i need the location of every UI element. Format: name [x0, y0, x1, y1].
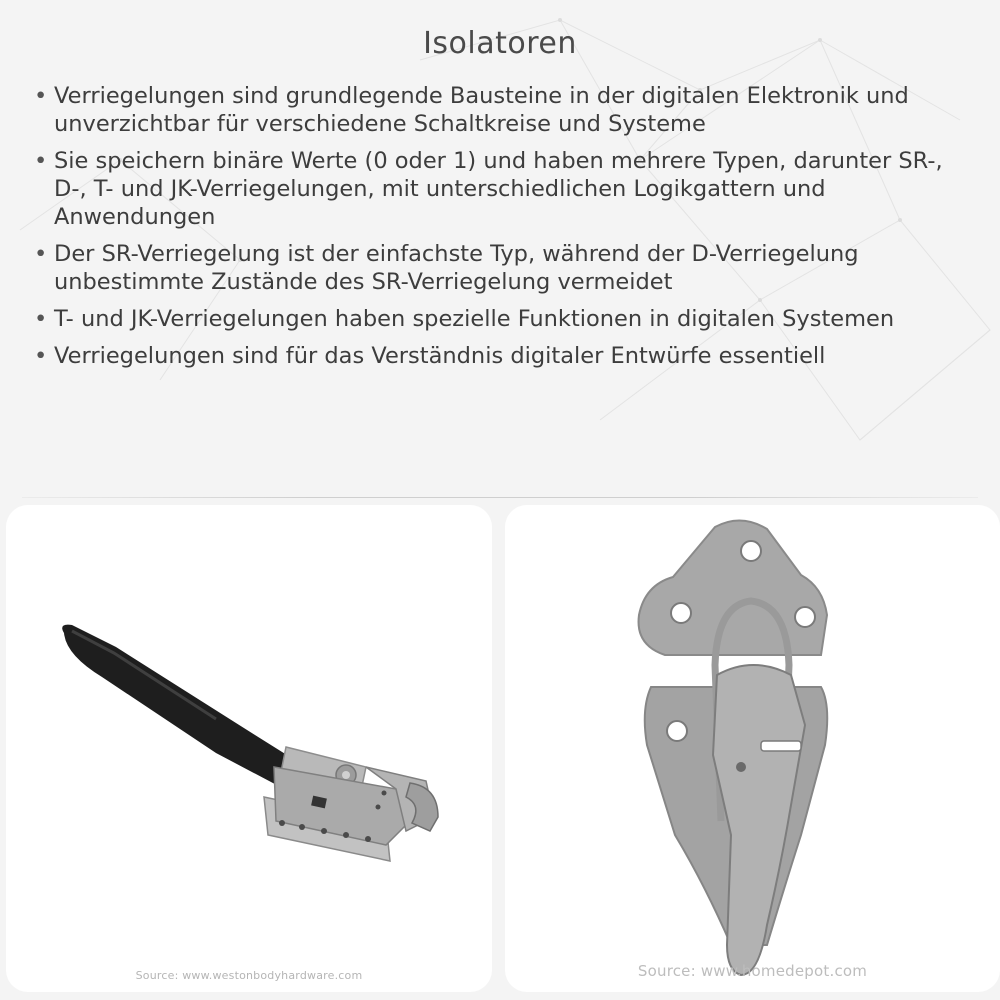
bullet-list: [34, 82, 954, 379]
bullet-item: • Verriegelungen sind für das Verständnis digitaler Entwürfe essentiell: [34, 342, 954, 370]
bullet-item: • Sie speichern binäre Werte (0 oder 1) und haben mehrere Typen, darunter SR-, D-, T- und JK-Verriegelungen, mit unterschiedlichen Logikgattern und Anwendungen: [34, 147, 954, 231]
image-card-lever-latch: [6, 505, 492, 992]
image-card-draw-latch: [505, 505, 1000, 992]
lever-latch-illustration: [6, 505, 492, 992]
section-divider: [22, 497, 978, 498]
bullet-item: • T- und JK-Verriegelungen haben spezielle Funktionen in digitalen Systemen: [34, 305, 954, 333]
draw-latch-illustration: [505, 505, 1000, 992]
latch-handle: [62, 625, 306, 791]
bullet-item: • Verriegelungen sind grundlegende Bausteine in der digitalen Elektronik und unverzichtbar für verschiedene Schaltkreise und Systeme: [34, 82, 954, 138]
image-source-caption: Source: www.homedepot.com: [637, 962, 868, 980]
image-source-caption: Source: www.westonbodyhardware.com: [135, 969, 363, 982]
bullet-item: • Der SR-Verriegelung ist der einfachste Typ, während der D-Verriegelung unbestimmte Zustände des SR-Verriegelung vermeidet: [34, 240, 954, 296]
catch-plate: [639, 520, 827, 655]
page-title: Isolatoren: [423, 26, 577, 61]
